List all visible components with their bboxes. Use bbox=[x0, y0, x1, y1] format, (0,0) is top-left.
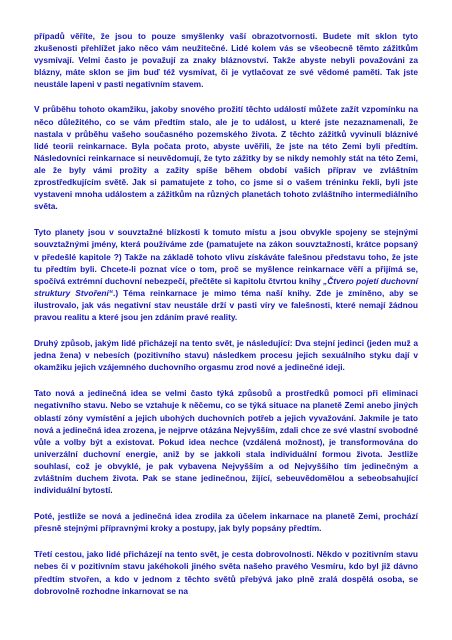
paragraph-6: Poté, jestliže se nová a jedinečná idea zrodila za účelem inkarnace na planetě Zemi, prochází přesně stejnými přípravnými kroky a postupy, jak byly popsány předtím. bbox=[34, 511, 418, 534]
paragraph-3 bbox=[34, 226, 418, 323]
paragraph-2: V průběhu tohoto okamžiku, jakoby snového prožití těchto událostí můžete zažít vzpomínku na něco důležitého, co se vám předtím stalo, ale je to událost, u které jste nezaznamenali, že nastala v průběhu vašeho současného pozemského života. Z těchto zážitků vyvinuli bláznivé lidé teorii reinkarnace. Byla počata proto, abyste uvěřili, že jste na této Zemi byli předtím. Následovníci reinkarnace si neuvědomují, že tyto zážitky by se nikdy nemohly stát na této Zemi, ale že byly vámi prožity a zažity spíše během období vašich příprav ve zvláštním zprostředkujícím světě. Jak si pamatujete z toho, co jsme si o vašem tréninku řekli, byli jste vystaveni mnoha událostem a zážitkům na různých planetách tohoto zvláštního intermediálního světa. bbox=[34, 104, 418, 212]
paragraph-1: případů věříte, že jsou to pouze smyšlenky vaší obrazotvornosti. Budete mít sklon tyto zkušenosti přehlížet jako něco vám neužitečné. Lidé kolem vás se všeobecně těmto zážitkům vysmívají. Velmi často je považují za znaky bláznovství. Takže abyste nebyli považováni za blázny, máte sklon se jim buď též vysmívat, či je vytlačovat ze své vědomé paměti. Tak jste neustále lapeni v pasti negativním stavem. bbox=[34, 31, 418, 90]
paragraph-5: Tato nová a jedinečná idea se velmi často týká způsobů a prostředků pomoci při eliminaci negativního stavu. Nebo se vztahuje k něčemu, co se týká situace na planetě Zemi anebo jiných oblastí zóny vymístění a jejich ubohých duchovních potřeb a jejich vyvažování. Jakmile je tato nová a jedinečná idea zrozena, je nejprve otázána Nejvyšším, zdali chce ze své vlastní svobodné vůle a volby být a existovat. Pokud idea nechce (vzdálená možnost), je transformována do univerzální duchovní energie, aniž by se jakkoli stala individuální formou života. Jestliže souhlasí, což je obvyklé, je pak vybavena Nejvyšším a od Nejvyššího tím jedinečným a zvláštním duchem života. Pak se stane jedinečnou, žijící, sebeuvědomělou a sebeobsahující individuální bytostí. bbox=[34, 388, 419, 496]
paragraph-7: Třetí cestou, jako lidé přicházejí na tento svět, je cesta dobrovolnosti. Někdo v pozitivním stavu nebes či v pozitivním stavu jakéhokoli jiného světa našeho pravého Vesmíru, kdo byl již dávno předtím stvořen, a kdo v jednom z těchto světů přebývá jako plně zralá dospělá osoba, se dobrovolně rozhodne inkarnovat se na bbox=[34, 549, 418, 596]
paragraph-4: Druhý způsob, jakým lidé přicházejí na tento svět, je následující: Dva stejní jedinci (jeden muž a jedna žena) v nebesích (pozitivního stavu) následkem procesu jejich sexuálního styku dají v okamžiku jejich vzájemného duchovního orgasmu zrod nové a jedinečné ideji. bbox=[34, 338, 418, 373]
paragraph-3-text-after: .) Téma reinkarnace je mimo téma naší knihy. Zde je zmíněno, aby se ilustrovalo, jak vás negativní stav neustále drží v pasti víry ve falešnosti, které nemají žádnou pravou realitu a které jsou jen zdáním pravé reality. bbox=[34, 287, 419, 322]
paragraph-3-text-before: Tyto planety jsou v souvztažné blízkosti k tomuto místu a jsou obvykle spojeny se stejnými souvztažnými jmény, která používáme zde (pamatujete na zákon souvztažnosti, krátce popsaný v předešlé kapitole ?) Takže na základě tohoto vlivu získáváte falešnou představu toho, že jste tu předtím byli. Chcete-li poznat více o tom, proč se myšlence reinkarnace věří a přijímá se, spočívá extrémní duchovní nebezpečí, přečtěte si kapitolu čtvrtou knihy bbox=[34, 227, 418, 286]
book-title: „Čtvero pojetí duchovní struktury Stvoření“ bbox=[34, 275, 418, 298]
